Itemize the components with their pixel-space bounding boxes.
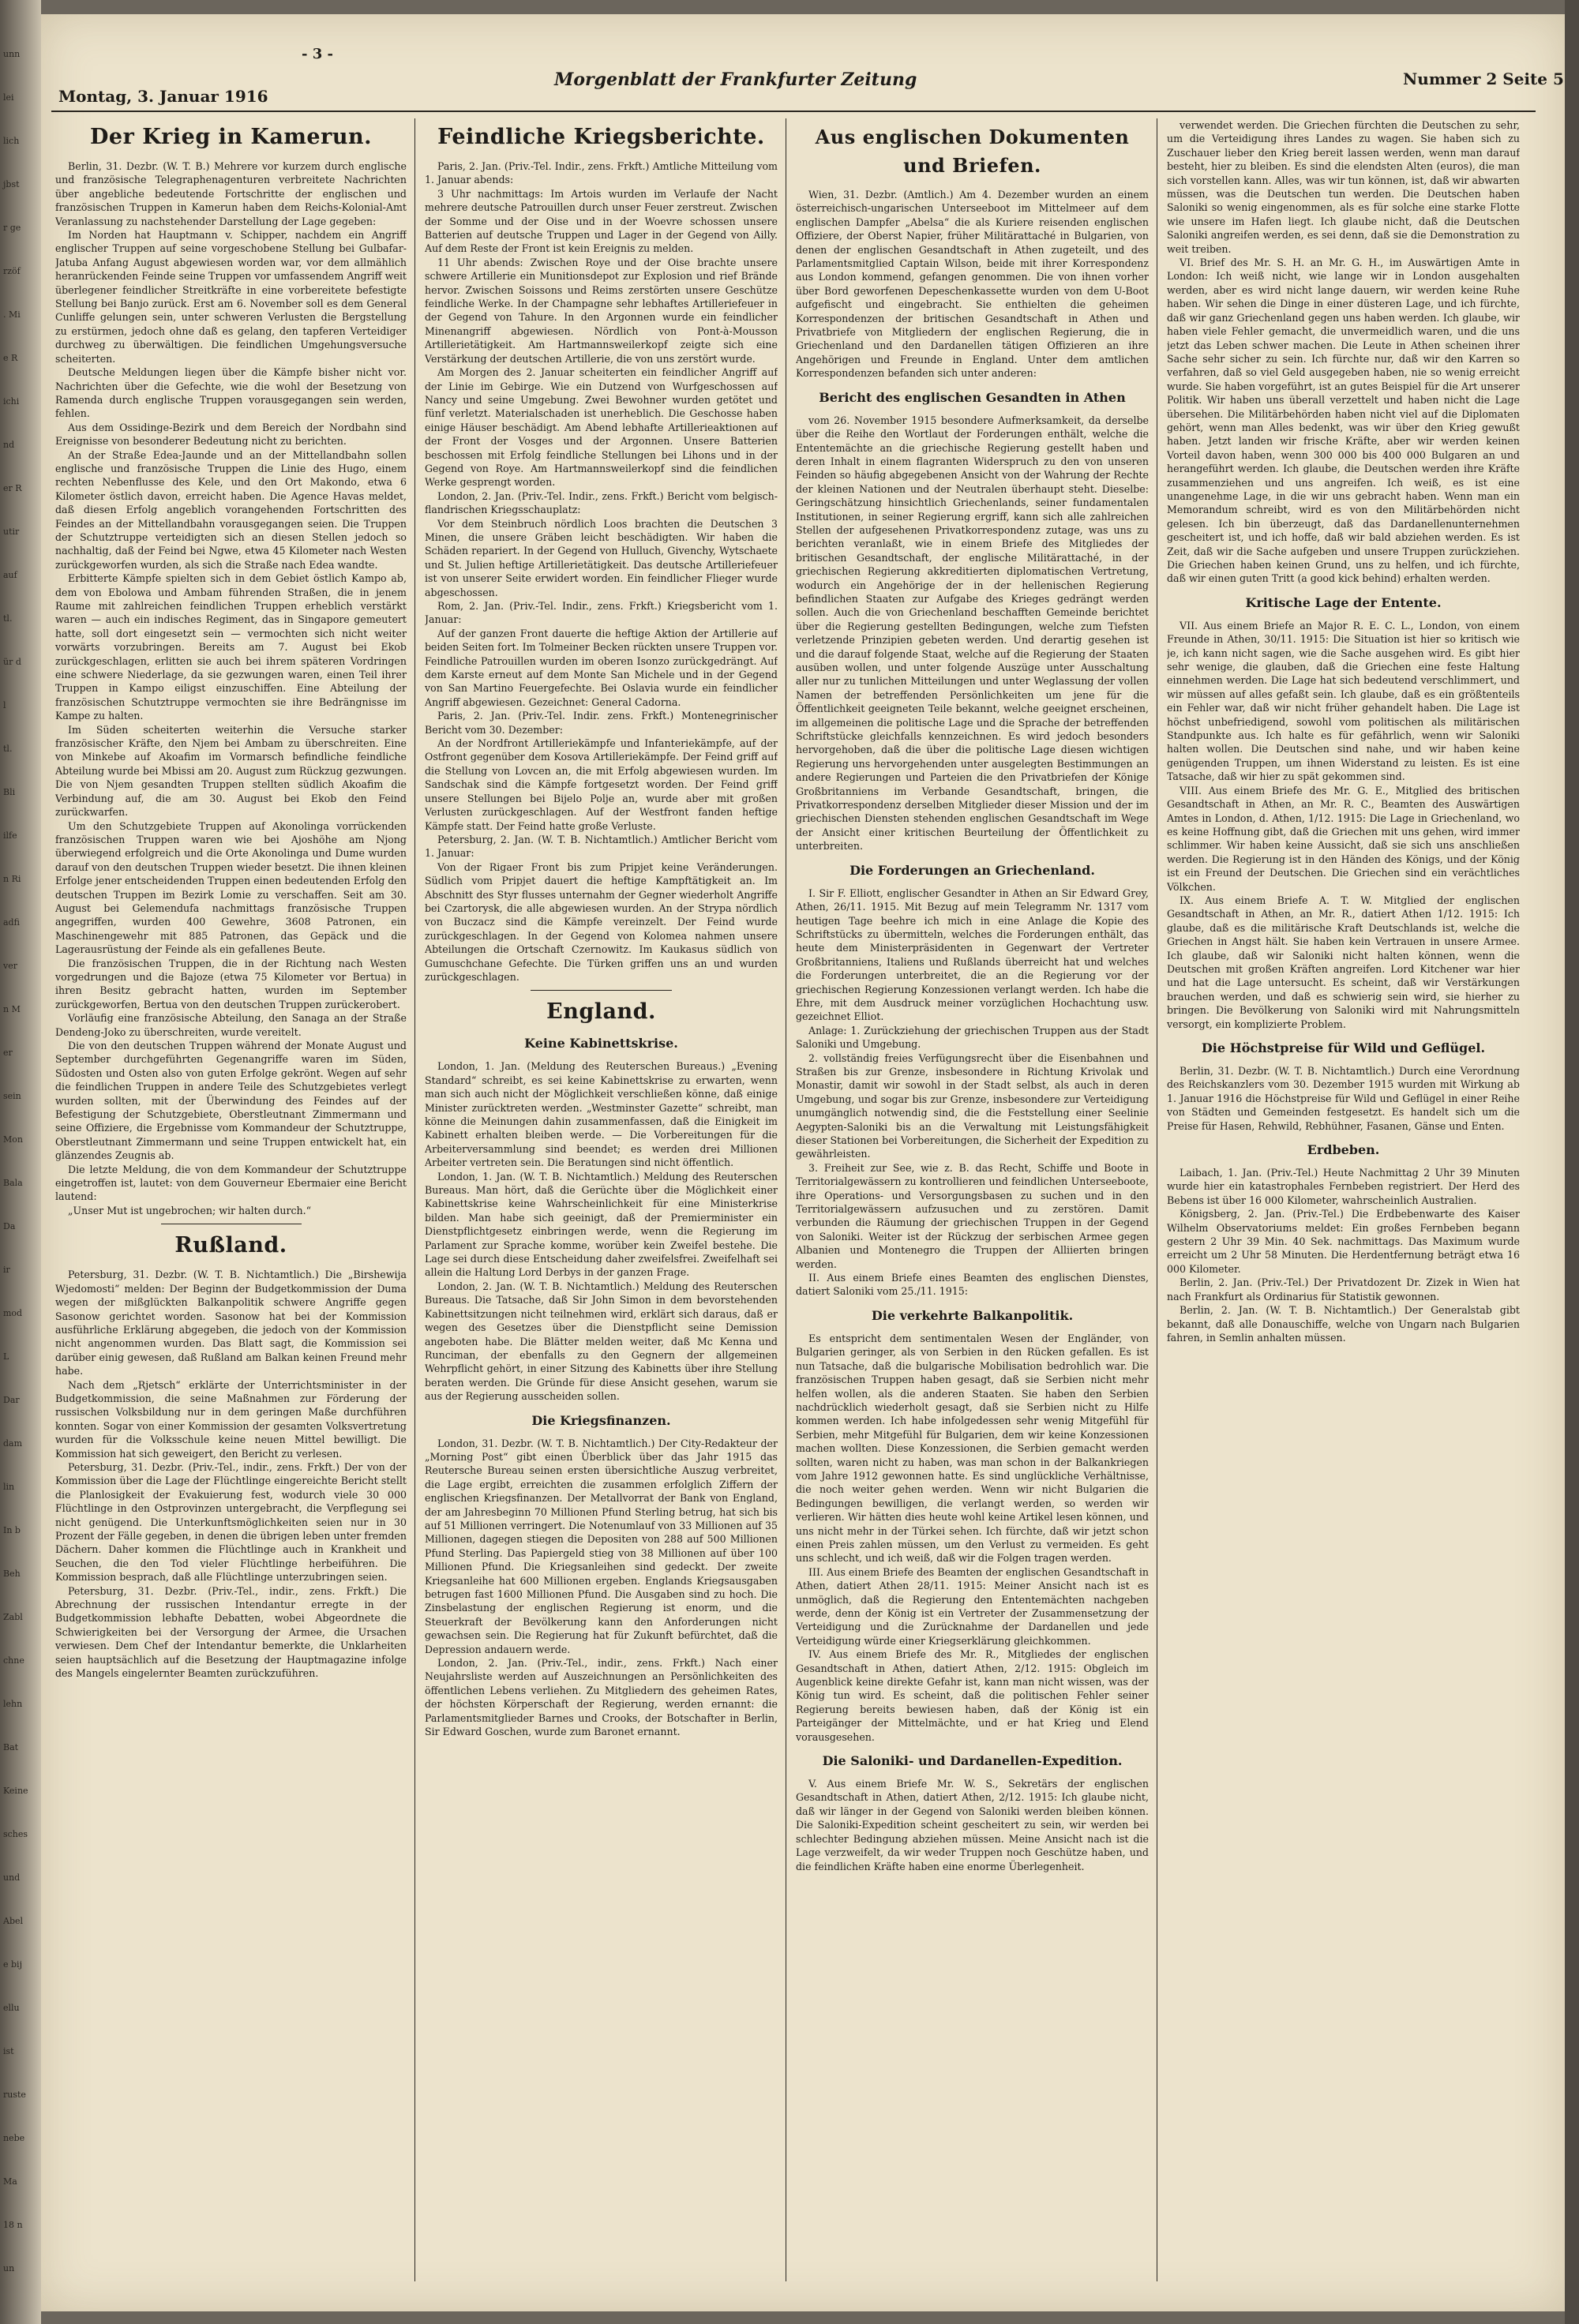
article-paragraph: Petersburg, 31. Dezbr. (Priv.-Tel., indir., zens. Frkft.) Der von der Kommission über die Lage der Flüchtlinge eingereichte Bericht stellt die Planlosigkeit der Evakuierung fest, wodurch viele 30 000 Flüchtlinge in den Ostprovinzen untergebracht, die Verpflegung sei nicht genügend. Die Unterkunftsmöglichkeiten seien nur in 30 Prozent der Fälle gegeben, in denen die übrigen leben unter fremden Dächern. Daher kommen die Flüchtlinge auch in Krankheit und Seuchen, die den Tod vieler Flüchtlinge herbeiführen. Die Kommission besprach, daß alle Flüchtlinge unterzubringen seien. xyxy=(55,1460,407,1584)
separator xyxy=(161,1224,302,1225)
column-4 xyxy=(1167,118,1520,2285)
margin-fragment: Ma xyxy=(3,2176,17,2187)
col1-body2 xyxy=(55,1268,407,1680)
header-rule xyxy=(51,111,1536,112)
article-paragraph: Vor dem Steinbruch nördlich Loos brachten die Deutschen 3 Minen, die unsere Gräben leicht beschädigten. Wir haben die Schäden repariert. In der Gegend von Hulluch, Givenchy, Wytschaete und St. Julien heftige Artillerietätigkeit. Das deutsche Artilleriefeuer ist von unserer Seite erwidert worden. Ein feindlicher Flieger wurde abgeschossen. xyxy=(425,517,778,598)
article-paragraph: Die französischen Truppen, die in der Richtung nach Westen vorgedrungen und die Bajoze (etwa 75 Kilometer vor Bertua) in ihren Besitz gebracht hatten, wurden im September zurückgeworfen, Bertua von den deutschen Truppen zurückerobert. xyxy=(55,957,407,1010)
margin-fragment: unn xyxy=(3,49,21,59)
heading-englische-dokumente: Aus englischen Dokumenten und Briefen. xyxy=(815,126,1130,177)
article-paragraph: VIII. Aus einem Briefe des Mr. G. E., Mitglied des britischen Gesandtschaft in Athen, an Mr. R. C., Beamten des Auswärtigen Amtes in London, d. Athen, 1/12. 1915: Die Lage in Griechenland, wo es keine Hoffnung gibt, daß die Griechen mit uns gehen, wird immer schlimmer. Wir haben keine Aussicht, daß sie sich uns anschließen werden. Die Regierung ist in den Händen des Königs, und der König ist ein Freund der Deutschen. Die Griechen sind ein verächtliches Völkchen. xyxy=(1167,784,1520,893)
margin-fragment: ür d xyxy=(3,657,21,667)
column-1 xyxy=(55,118,407,2285)
article-paragraph: Auf der ganzen Front dauerte die heftige Aktion der Artillerie auf beiden Seiten fort. Im Tolmeiner Becken rückten unsere Truppen vor. Feindliche Patrouillen wurden im oberen Isonzo zurückgedrängt. Auf dem Karste erneut auf dem Monte San Michele und in der Gegend von San Martino Feuergefechte. Bei Oslavia wurde ein feindlicher Angriff abgewiesen. Gezeichnet: General Cadorna. xyxy=(425,627,778,708)
col4-body xyxy=(1167,118,1520,586)
subheading-kritische-lage: Kritische Lage der Entente. xyxy=(1245,594,1442,610)
column-2 xyxy=(425,118,778,2285)
column-rule-1 xyxy=(414,118,415,2281)
margin-fragment: e R xyxy=(3,353,18,363)
margin-fragment: lich xyxy=(3,136,20,146)
issue-date: Montag, 3. Januar 1916 xyxy=(58,87,268,106)
margin-fragment: tl. xyxy=(3,744,13,754)
margin-fragment: ilfe xyxy=(3,830,17,841)
article-paragraph: 3 Uhr nachmittags: Im Artois wurden im Verlaufe der Nacht mehrere deutsche Patrouillen durch unser Feuer zerstreut. Zwischen der Somme und der Oise und in der Woevre schossen unsere Batterien auf deutsche Truppen und Lager in der Gegend von Ailly. Auf dem Reste der Front ist kein Ereignis zu melden. xyxy=(425,187,778,255)
margin-fragment: Keine xyxy=(3,1786,28,1796)
article-paragraph: An der Straße Edea-Jaunde und an der Mittellandbahn sollen englische und französische Truppen die Linie des Hugo, einem rechten Nebenflusse des Kele, und den Ort Makondo, etwa 6 Kilometer östlich davon, erreicht haben. Die Agence Havas meldet, daß diesen Erfolg angeblich vorangehenden Fortschritten des Feindes an der Mittellandbahn vorausgegangen seien. Die Truppen der Schutztruppe verteidigten sich an diesen Stellen jedoch so nachhaltig, daß der Feind bei Ngwe, etwa 45 Kilometer nach Westen zurückgeworfen wurden, als sich die Straße nach Edea wandte. xyxy=(55,448,407,571)
article-paragraph: Vorläufig eine französische Abteilung, den Sanaga an der Straße Dendeng-Joko zu überschreiten, wurde vereitelt. xyxy=(55,1012,407,1038)
margin-fragment: chne xyxy=(3,1655,24,1666)
article-paragraph: „Unser Mut ist ungebrochen; wir halten durch.“ xyxy=(68,1204,312,1216)
margin-fragment: ichi xyxy=(3,396,20,407)
article-paragraph: Paris, 2. Jan. (Priv.-Tel. Indir. zens. Frkft.) Montenegrinischer Bericht vom 30. Dezember: xyxy=(425,710,778,736)
article-paragraph: Berlin, 2. Jan. (W. T. B. Nichtamtlich.) Der Generalstab gibt bekannt, daß alle Donauschiffe, welche von Ungarn nach Bulgarien fahren, in Semlin anhalten müssen. xyxy=(1167,1304,1520,1344)
heading-krieg-kamerun: Der Krieg in Kamerun. xyxy=(89,125,372,149)
article-paragraph: Es entspricht dem sentimentalen Wesen der Engländer, von Bulgarien geringer, als von Serbien in den Rücken gefallen. Es ist nun Tatsache, daß die bulgarische Mobilisation bedrohlich war. Die französischen Truppen haben gesagt, daß sie Serbien nicht mehr helfen wollen, als die anderen Staaten. Sie haben den Serbien nachdrücklich wiederholt gesagt, daß sie Serbien nicht zu Hilfe kommen werden. Ich habe infolgedessen sehr wenig Mitgefühl für Serbien, mehr Mitgefühl für Bulgarien, dem wir keine Konzessionen machen wollten. Diese Konzessionen, die Serbien gemacht werden sollten, waren nicht zu haben, was man schon in der Balkankriegen vom Jahre 1912 gewonnen hatte. Es sind unglückliche Verhältnisse, die noch weiter gehen werden. Wenn wir nicht Bulgarien die Bedingungen bewilligen, die verlangt werden, so werden wir verlieren. Wir hätten dies heute wohl keine Artikel lesen können, und uns nicht mehr in der Türkei sehen. Ich fürchte, daß wir jetzt schon einen Preis zahlen müssen, um den Verlust zu vermeiden. Es geht uns schlecht, und ich weiß, daß wir die Folgen tragen werden. xyxy=(796,1332,1149,1565)
masthead xyxy=(49,46,1564,106)
margin-fragment: r ge xyxy=(3,223,21,233)
margin-fragment: er xyxy=(3,1048,13,1058)
col2-body3 xyxy=(425,1437,778,1739)
article-paragraph: 3. Freiheit zur See, wie z. B. das Recht, Schiffe und Boote in Territorialgewässern zu kontrollieren und feindlichen Unterseeboote, ihre Operations- und Versorgungsbasen zu suchen und in den Territorialgewässern aufzusuchen und zu zerstören. Damit verbunden die Räumung der griechischen Truppen in der Gegend von Saloniki. Weiter ist der Rückzug der serbischen Armee gegen Albanien und Montenegro die Truppen der Alliierten bringen werden. xyxy=(796,1161,1149,1270)
article-paragraph: Petersburg, 31. Dezbr. (W. T. B. Nichtamtlich.) Die „Birshewija Wjedomosti“ melden: Der Beginn der Budgetkommission der Duma wegen der mißglückten Balkanpolitik schwere Angriffe gegen Sasonow gerichtet worden. Sasonow hat bei der Kommission ausführliche Erklärung abgegeben, die jedoch von der Kommission nicht angenommen wurden. Das Blatt sagt, die Kommission sei darüber einig gewesen, daß Rußland am Balkan keinen Freund mehr habe. xyxy=(55,1269,407,1378)
article-paragraph: Paris, 2. Jan. (Priv.-Tel. Indir., zens. Frkft.) Amtliche Mitteilung vom 1. Januar abends: xyxy=(425,160,778,186)
article-paragraph: VI. Brief des Mr. S. H. an Mr. G. H., im Auswärtigen Amte in London: Ich weiß nicht, wie lange wir in London ausgehalten werden, aber es wird nicht lange dauern, wir werden keine Ruhe haben. Wir sehen die Dinge in einer düsteren Lage, und ich fürchte, daß wir ganz Griechenland gegen uns haben werden. Ich glaube, wir haben viele Fehler gemacht, die unvermeidlich waren, und die uns jetzt das Leben schwer machen. Die Leute in Athen scheinen ihrer Sache sehr sicher zu sein. Ich fürchte nur, daß wir den Karren so verfahren, daß so viel Geld ausgegeben haben, nie so wenig erreicht wurde. Sie haben vorgeführt, ist an gutes Beispiel für die Art unserer Politik. Wir haben uns überall verzettelt und haben nicht die Lage übersehen. Die Militärbehörden haben nicht viel auf die Diplomaten gehört, wenn man Alles bedenkt, was wir über den Krieg gewußt haben. Jetzt landen wir frische Kräfte, aber wir werden keinen Vorteil davon haben, wenn 300 000 bis 400 000 Bulgaren an und herangeführt werden. Ich glaube, die Deutschen werden ihre Kräfte zusammenziehen und uns angreifen. Ich weiß, es ist eine unangenehme Lage, in die wir uns gebracht haben. Wenn man ein Memorandum schreibt, wird es von den Militärbehörden nicht gelesen. Ich bin überzeugt, daß das Dardanellenunternehmen gescheitert ist, und ich hoffe, daß wir bald abziehen werden. Es ist Zeit, daß wir die Sache aufgeben und unsere Truppen zurückziehen. Die Griechen haben keinen Grund, uns zu helfen, und ich fürchte, daß wir einen guten Tritt (a good kick behind) erhalten werden. xyxy=(1167,257,1520,585)
col2-body xyxy=(425,159,778,984)
article-paragraph: Die von den deutschen Truppen während der Monate August und September durchgeführten Gegenangriffe waren im Süden, Südosten und Osten also von guten Erfolge gekrönt. Wegen auf sehr die feindlichen Truppen in andere Teile des Schutzgebietes verlegt wurden sollten, mit der Überwindung des Feindes auf der Befestigung der Schutzgebiete, Oberstleutnant Zimmermann und seine Offiziere, die Ergebnisse vom Kommandeur der Schutztruppe, Oberstleutnant Zimmermann und seine Truppen entwickelt hat, ein glänzendes Zeugnis ab. xyxy=(55,1040,407,1162)
article-paragraph: Petersburg, 31. Dezbr. (Priv.-Tel., indir., zens. Frkft.) Die Abrechnung der russischen Intendantur erregte in der Budgetkommission lebhafte Debatten, wobei Abgeordnete die Schwierigkeiten bei der Versorgung der Armee, die Ursachen verwiesen. Dem Chef der Intendantur bemerkte, die Unklarheiten seien hauptsächlich auf die Besetzung der Hauptmagazine infolge des Mangels eingelernter Beamten zurückzuführen. xyxy=(55,1584,407,1680)
article-paragraph: Königsberg, 2. Jan. (Priv.-Tel.) Die Erdbebenwarte des Kaiser Wilhelm Observatoriums meldet: Ein großes Fernbeben begann gestern 2 Uhr 39 Min. 40 Sek. nachmittags. Das Maximum wurde erreicht um 2 Uhr 58 Minuten. Die Herdentfernung beträgt etwa 16 000 Kilometer. xyxy=(1167,1208,1520,1275)
left-margin-fragments xyxy=(0,0,41,2324)
article-paragraph: Am Morgen des 2. Januar scheiterten ein feindlicher Angriff auf der Linie im Gebirge. Wie ein Dutzend von Wurfgeschossen auf Nancy und seine Umgebung. Zwei Bewohner wurden getötet und fünf verletzt. Materialschaden ist unerheblich. Die Geschosse haben einige Häuser beschädigt. Am Abend lebhafte Artillerieaktionen auf der Front der Vosges und der Argonnen. Unsere Batterien beschossen mit Erfolg feindliche Stellungen bei Lihons und in der Gegend von Roye. Am Hartmannsweilerkopf sind die feindlichen Werke gesprengt worden. xyxy=(425,366,778,489)
col3-body4 xyxy=(796,1777,1149,1873)
margin-fragment: Bat xyxy=(3,1742,19,1752)
col3-body1 xyxy=(796,414,1149,853)
col3-body xyxy=(796,188,1149,380)
margin-fragment: Da xyxy=(3,1221,16,1231)
article-paragraph: Erbitterte Kämpfe spielten sich in dem Gebiet östlich Kampo ab, dem von Ebolowa und Ambam führenden Straßen, die in jenem Raume mit zahlreichen feindlichen Truppen erheblich verstärkt waren — auch ein indisches Regiment, das in Singapore gemeutert hatte, soll dort eingesetzt sein — vermochten sich nicht weiter vorwärts vorzubringen. Bereits am 7. August bei Ekob zurückgeschlagen, erlitten sie auch bei ihrem späteren Vordringen eine schwere Niederlage, da sie gezwungen waren, einen Teil ihrer Truppen in Kampo eiligst einzuschiffen. Eine Abteilung der französischen Schutztruppe vermochten sie ihre Bedrängnisse im Kampe zu halten. xyxy=(55,572,407,722)
margin-fragment: jbst xyxy=(3,179,20,189)
paper-title: Morgenblatt der Frankfurter Zeitung xyxy=(554,69,917,90)
margin-fragment: n M xyxy=(3,1004,21,1014)
article-paragraph: III. Aus einem Briefe des Beamten der englischen Gesandtschaft in Athen, datiert Athen 28/11. 1915: Meiner Ansicht nach ist es unmöglich, daß die Regierung den Ententemächten nachgeben werde, denn der König ist ein Vertreter der Zusammensetzung der Verteidigung und die Zurücknahme der Dardanellen und jede Verteidigung würde einer Kriegserklärung gleichkommen. xyxy=(796,1565,1149,1647)
margin-fragment: . Mi xyxy=(3,309,21,320)
margin-fragment: rzöf xyxy=(3,266,21,276)
subheading-kriegsfinanzen: Die Kriegsfinanzen. xyxy=(531,1412,671,1428)
article-paragraph: 11 Uhr abends: Zwischen Roye und der Oise brachte unsere schwere Artillerie ein Munitionsdepot zur Explosion und rief Brände hervor. Zwischen Soissons und Reims zerstörten unsere Geschütze feindliche Werke. In der Champagne sehr lebhaftes Artilleriefeuer in der Gegend von Tahure. In den Argonnen wurde ein feindlicher Minenangriff abgewiesen. Nördlich von Pont-à-Mousson Artillerietätigkeit. Am Hartmannsweilerkopf zeigte sich eine Verstärkung der deutschen Artillerie, die von uns zerstört wurde. xyxy=(425,256,778,365)
margin-fragment: nebe xyxy=(3,2133,25,2143)
margin-fragment: auf xyxy=(3,570,17,580)
article-paragraph: Laibach, 1. Jan. (Priv.-Tel.) Heute Nachmittag 2 Uhr 39 Minuten wurde hier ein katastrophales Fernbeben registriert. Der Herd des Bebens ist über 16 000 Kilometer, wahrscheinlich Australien. xyxy=(1167,1167,1520,1206)
margin-fragment: un xyxy=(3,2263,15,2273)
margin-fragment: er R xyxy=(3,483,22,493)
article-paragraph: vom 26. November 1915 besondere Aufmerksamkeit, da derselbe über die Reihe den Wortlaut der Forderungen enthält, welche die Ententemächte an die griechische Regierung gestellt haben und deren Inhalt in einem flagranten Widerspruch zu den von unseren Feinden so häufig abgegebenen Ansicht von der Wahrung der Rechte der kleinen Nationen und der Neutralen überhaupt steht. Dieselbe: Geringschätzung hinsichtlich Griechenlands, seiner fundamentalen Institutionen, in seiner Regierung ergriff, kann sich alle zahlreichen Stellen der aufgesehenen Privatkorrespondenz zutage, was uns zu berichten veranlaßt, wie in einem Briefe des Mitgliedes der britischen Gesandtschaft, der englische Militärattaché, in der griechischen Regierung akkreditierten diplomatischen Vertretung, wodurch ein Angehörige der in der hellenischen Regierung befindlichen Staaten zur Aufgabe des Krieges gedrängt werden sollen. Auch die von Griechenland beschafften Gemeinde berichtet über die Regierung gestellten Bedingungen, welche zum Tiefsten verletzende Prinzipien gebeten werden. Und derartig gesehen ist und die darauf folgende Staat, welche auf die Regierung der Staaten ausüben wollen, und unter folgende Auszüge unter Ausschaltung aller nur zu tunlichen Mitteilungen und unter Weglassung der vollen Namen der betreffenden Persönlichkeiten um jene für die Öffentlichkeit geeigneten Teile bekannt, welche geeignet erscheinen, im allgemeinen die politische Lage und die Sprache der betreffenden Schriftstücke gleichfalls kennzeichnen. Es wird jedoch besonders hervorgehoben, daß die über die politische Lage diesen wichtigen Regierung uns hervorgehenden unter ausgelegten Bestimmungen an andere Regierungen und Parteien die den Privatbriefen der Könige Großbritanniens im Verbande Gesandtschaft, bringen, die Privatkorrespondenz derselben Mitglieder dieser Mission und der im griechischen Diensten stehenden englischen Gesandtschaft im Wege der Ansicht einer kritischen Beurteilung der Öffentlichkeit zu unterbreiten. xyxy=(796,414,1149,853)
article-paragraph: Von der Rigaer Front bis zum Pripjet keine Veränderungen. Südlich vom Pripjet dauert die heftige Kampftätigkeit an. Im Abschnitt des Styr flusses unternahm der Gegner wiederholt Angriffe bei Czartorysk, die alle abgewiesen wurden. An der Strypa nördlich von Buczacz sind die Kämpfe vereinzelt. Der Feind wurde zurückgeschlagen. In der Gegend von Kolomea nahmen unsere Abteilungen die Ortschaft Czernowitz. Im Kaukasus südlich von Gumuschchane Gefechte. Die Türken griffen uns an und wurden zurückgeschlagen. xyxy=(425,860,778,983)
margin-fragment: mod xyxy=(3,1308,23,1318)
margin-fragment: e bij xyxy=(3,1959,22,1970)
margin-fragment: tl. xyxy=(3,613,13,624)
margin-fragment: l xyxy=(3,700,6,710)
margin-fragment: adfi xyxy=(3,917,20,928)
margin-fragment: ist xyxy=(3,2046,14,2056)
article-paragraph: 2. vollständig freies Verfügungsrecht über die Eisenbahnen und Straßen bis zur Grenze, insbesondere in Richtung Krivolak und Monastir, damit wir sowohl in der Stadt selbst, als auch in deren Umgebung, und sogar bis zur Grenze, insbesondere zur Verteidigung unumgänglich notwendig sind, die die Feststellung einer Seelinie Aegypten-Saloniki bis an die Verwaltung mit Leistungsfähigkeit dieser Stationen bei Vorbereitungen, die Sicherheit der Expedition zu gewährleisten. xyxy=(796,1051,1149,1160)
heading-russland: Rußland. xyxy=(174,1233,287,1258)
issue-number: Nummer 2 Seite 5 xyxy=(1403,69,1564,88)
margin-fragment: Beh xyxy=(3,1569,21,1579)
article-paragraph: IX. Aus einem Briefe A. T. W. Mitglied der englischen Gesandtschaft in Athen, an Mr. R., datiert Athen 1/12. 1915: Ich glaube, daß es die militärische Kraft Deutschlands ist, welche die Griechen in Angst hält. Sie haben kein Vertrauen in unsere Armee. Ich glaube, daß wir Saloniki nicht halten können, wenn die Deutschen mit großen Kräften angreifen. Lord Kitchener war hier und hat die Lage untersucht. Es scheint, daß wir Verstärkungen brauchen werden, und daß es schwierig sein wird, sie hierher zu bringen. Die Bevölkerung von Saloniki wird mit Nahrungsmitteln versorgt, ein komplizierte Problem. xyxy=(1167,894,1520,1030)
margin-fragment: n Ri xyxy=(3,874,21,884)
article-paragraph: London, 31. Dezbr. (W. T. B. Nichtamtlich.) Der City-Redakteur der „Morning Post“ gibt einen Überblick über das Jahr 1915 das Reutersche Bureau seinen ersten übersichtliche Auszug verbreitet, die Lage ergibt, erreichten die zusammen erfolglich Ziffern der englischen Kriegsfinanzen. Der Metallvorrat der Bank von England, der am Jahresbeginn 70 Millionen Pfund Sterling betrug, hat sich bis auf 51 Millionen verringert. Die Notenumlauf von 33 Millionen auf 35 Millionen, dagegen stiegen die Depositen von 288 auf 500 Millionen Pfund Sterling. Das Papiergeld stieg von 38 Millionen auf über 100 Millionen Pfund. Die Kriegsanleihen sind gedeckt. Der zweite Kriegsanleihe hat 600 Millionen ergeben. Englands Kriegsausgaben betrugen fast 1600 Millionen Pfund. Die Ausgaben sind zu hoch. Die Zinsbelastung der englischen Regierung ist enorm, und die Steuerkraft der Bevölkerung kann den Anforderungen nicht gewachsen sein. Die Regierung hat für Zukunft befürchtet, daß die Depression andauern werde. xyxy=(425,1437,778,1655)
col4-body3 xyxy=(1167,1166,1520,1344)
subheading-forderungen: Die Forderungen an Griechenland. xyxy=(850,862,1095,878)
margin-fragment: sein xyxy=(3,1091,21,1101)
article-paragraph: An der Nordfront Artilleriekämpfe und Infanteriekämpfe, auf der Ostfront gegenüber dem Kosova Artilleriekämpfe. Der Feind griff auf die Stellung von Lovcen an, die mit Erfolg abgewiesen wurden. Im Sandschak sind die Kämpfe fortgesetzt worden. Der Feind griff unsere Stellungen bei Bijelo Polje an, wurde aber mit großen Verlusten zurückgeschlagen. Auf der Westfront fanden heftige Kämpfe statt. Der Feind hatte große Verluste. xyxy=(425,737,778,832)
article-paragraph: Nach dem „Rjetsch“ erklärte der Unterrichtsminister in der Budgetkommission, die seine Maßnahmen zur Förderung der russischen Volksbildung nur in dem geringen Maße durchführen konnten. Sogar von einer Kommission der gesamten Volksvertretung wurden für die Volksschule keine neuen Mittel bewilligt. Die Kommission hat sich geweigert, den Bericht zu verlesen. xyxy=(55,1378,407,1460)
article-paragraph: IV. Aus einem Briefe des Mr. R., Mitgliedes der englischen Gesandtschaft in Athen, datiert Athen, 2/12. 1915: Obgleich im Augenblick keine direkte Gefahr ist, kann man nicht wissen, was der König tun wird. Es scheint, daß die politischen Fehler seiner Regierung bereits bewiesen haben, daß der König ist ein Parteigänger der Mittelmächte, und er hat Krieg und Elend vorausgesehen. xyxy=(796,1648,1149,1743)
heading-england: England. xyxy=(546,999,656,1025)
col1-body xyxy=(55,159,407,1217)
article-paragraph: Deutsche Meldungen liegen über die Kämpfe bisher nicht vor. Nachrichten über die Gefechte, wie die wohl der Besetzung von Ramenda durch englische Truppen vorausgegangen sein werden, fehlen. xyxy=(55,366,407,420)
margin-fragment: ruste xyxy=(3,2090,26,2100)
margin-fragment: ellu xyxy=(3,2003,20,2013)
page-mark: - 3 - xyxy=(302,46,333,62)
subheading-balkanpolitik: Die verkehrte Balkanpolitik. xyxy=(871,1307,1074,1323)
margin-fragment: utir xyxy=(3,527,20,537)
subheading-kabinettskrise: Keine Kabinettskrise. xyxy=(524,1036,678,1051)
col4-body2 xyxy=(1167,1064,1520,1133)
heading-feindliche-kriegsberichte: Feindliche Kriegsberichte. xyxy=(437,125,765,149)
col2-body2 xyxy=(425,1059,778,1403)
margin-fragment: 18 n xyxy=(3,2220,23,2230)
page-edge xyxy=(1565,0,1579,2324)
article-paragraph: Die letzte Meldung, die von dem Kommandeur der Schutztruppe eingetroffen ist, lautet: von dem Gouverneur Ebermaier eine Bericht lautend: xyxy=(55,1163,407,1203)
col3-body3 xyxy=(796,1332,1149,1744)
margin-fragment: In b xyxy=(3,1525,21,1535)
article-paragraph: Um den Schutzgebiete Truppen auf Akonolinga vorrückenden französischen Truppen waren wie bei Ajoshöhe am Njong überwiegend erfolgreich und die Orte Akonolinga und Dume wurden darauf von den deutschen Truppen wieder besetzt. Die ihnen kleinen Erfolge jener entscheidenden Truppen einen bedeutenden Erfolg den deutschen Truppen im Bezirk Lomie zu verschaffen. Seit am 30. August bei Gelemendufa nachmittags französische Truppen angegriffen, wurden 400 Gewehre, 3608 Patronen, ein Maschinengewehr mit 885 Patronen, das Gepäck und die Lagerausrüstung der Feinde als ein gefallenes Beute. xyxy=(55,819,407,956)
separator xyxy=(531,990,672,991)
article-paragraph: VII. Aus einem Briefe an Major R. E. C. L., London, von einem Freunde in Athen, 30/11. 1915: Die Situation ist hier so kritisch wie je, ich kann nicht sagen, wie die Sache ausgehen wird. Es gibt hier sehr wenige, die glauben, daß die Griechen eine feste Haltung einnehmen werden. Die Lage hat sich bedeutend verschlimmert, und wir müssen auf alles gefaßt sein. Ich glaube, daß es ein größtenteils ein Fehler war, daß wir nicht früher gehandelt haben. Die Lage ist höchst unbefriedigend, sowohl vom politischen als militärischen Standpunkte aus. Ich halte es für gefährlich, wenn wir Saloniki halten wollen. Die Deutschen sind nahe, und wir haben keine genügenden Truppen, um ihnen Widerstand zu leisten. Es ist eine Tatsache, daß wir hier zu spät gekommen sind. xyxy=(1167,619,1520,783)
margin-fragment: nd xyxy=(3,440,15,450)
col3-body2 xyxy=(796,886,1149,1299)
subheading-erdbeben: Erdbeben. xyxy=(1307,1142,1380,1158)
margin-fragment: Bli xyxy=(3,787,16,797)
margin-fragment: ver xyxy=(3,961,17,971)
article-paragraph: Petersburg, 2. Jan. (W. T. B. Nichtamtlich.) Amtlicher Bericht vom 1. Januar: xyxy=(425,833,778,860)
margin-fragment: lehn xyxy=(3,1699,23,1709)
article-paragraph: Aus dem Ossidinge-Bezirk und dem Bereich der Nordbahn sind Ereignisse von besonderer Bedeutung nicht zu berichten. xyxy=(55,421,407,448)
article-paragraph: Im Süden scheiterten weiterhin die Versuche starker französischer Kräfte, den Njem bei Ambam zu überschreiten. Eine von Minkebe auf Akoafim im Vormarsch befindliche feindliche Abteilung wurde bei Mbissi am 20. August zum Rückzug gezwungen. Die von Njem gesandten Truppen stellten südlich Akoafim die Verbindung auf, die am 30. August bei Ekob den Feind zurückwarfen. xyxy=(55,723,407,819)
subheading-saloniki-dardanellen: Die Saloniki- und Dardanellen-Expedition. xyxy=(822,1753,1123,1769)
article-paragraph: Anlage: 1. Zurückziehung der griechischen Truppen aus der Stadt Saloniki und Umgebung. xyxy=(796,1024,1149,1051)
margin-fragment: Mon xyxy=(3,1134,23,1145)
article-paragraph: London, 1. Jan. (Meldung des Reuterschen Bureaus.) „Evening Standard“ schreibt, es sei keine Kabinettskrise zu erwarten, wenn man sich auch nicht der Möglichkeit verschließen könne, daß einige Minister zurücktreten werden. „Westminster Gazette“ schreibt, man könne die Meinungen dahin zusammenfassen, daß die Einigkeit im Kabinett erhalten bleiben werde. — Die Vorbereitungen für die Arbeiterversammlung sind beendet; es werden drei Millionen Arbeiter vertreten sein. Die Beratungen sind nicht öffentlich. xyxy=(425,1060,778,1169)
article-paragraph: London, 2. Jan. (Priv.-Tel. Indir., zens. Frkft.) Bericht vom belgisch-flandrischen Kriegsschauplatz: xyxy=(425,489,778,516)
margin-fragment: Dar xyxy=(3,1395,20,1405)
margin-fragment: ir xyxy=(3,1265,10,1275)
margin-fragment: dam xyxy=(3,1438,23,1449)
margin-fragment: Bala xyxy=(3,1178,23,1188)
article-paragraph: Berlin, 31. Dezbr. (W. T. B.) Mehrere vor kurzem durch englische und französische Telegraphenagenturen verbreitete Nachrichten über angebliche bedeutende Fortschritte der englischen und französischen Truppen in Kamerun haben dem Reichs-Kolonial-Amt Veranlassung zu nachstehender Darstellung der Lage gegeben: xyxy=(55,160,407,227)
margin-fragment: sches xyxy=(3,1829,28,1839)
article-paragraph: London, 2. Jan. (W. T. B. Nichtamtlich.) Meldung des Reuterschen Bureaus. Die Tatsache, daß Sir John Simon in dem bevorstehenden Kabinettsitzungen nicht teilnehmen wird, erklärt sich daraus, daß er wegen des Gesetzes über die Dienstpflicht seine Demission angeboten habe. Die Blätter melden weiter, daß Mc Kenna und Runciman, der ebenfalls zu den Gegnern der allgemeinen Wehrpflicht gehört, in einer Sitzung des Kabinetts über ihre Stellung beraten werden. Die Gründe für diese Ansicht gesehen, warum sie aus der Regierung ausscheiden sollen. xyxy=(425,1280,778,1403)
margin-fragment: lin xyxy=(3,1482,15,1492)
col4-body1 xyxy=(1167,619,1520,1031)
margin-fragment: Zabl xyxy=(3,1612,23,1622)
article-paragraph: Im Norden hat Hauptmann v. Schipper, nachdem ein Angriff englischer Truppen auf seine vorgeschobene Stellung bei Gulbafar-Jatuba Anfang August abgewiesen worden war, vor dem allmählich heranrückenden Feinde seine Truppen vor umfassendem Angriff weit überlegener feindlicher Streitkräfte in eine vorbereitete befestigte Stellung bei Banjo zurück. Erst am 6. November soll es dem General Cunliffe gelungen sein, unter schweren Verlusten die Bergstellung zu erstürmen, jedoch ohne daß es gelang, den tapferen Verteidiger durchweg zu überwältigen. Die feindlichen Umgehungsversuche scheiterten. xyxy=(55,229,407,365)
article-paragraph: II. Aus einem Briefe eines Beamten des englischen Dienstes, datiert Saloniki vom 25./11. 1915: xyxy=(796,1272,1149,1298)
subheading-bericht-gesandten: Bericht des englischen Gesandten in Athen xyxy=(819,389,1126,405)
article-paragraph: Berlin, 31. Dezbr. (W. T. B. Nichtamtlich.) Durch eine Verordnung des Reichskanzlers vom 30. Dezember 1915 wurden mit Wirkung ab 1. Januar 1916 die Höchstpreise für Wild und Geflügel in einer Reihe von Städten und Gemeinden festgesetzt. Es handelt sich um die Preise für Hasen, Rehwild, Rebhühner, Fasanen, Gänse und Enten. xyxy=(1167,1065,1520,1132)
article-paragraph: I. Sir F. Elliott, englischer Gesandter in Athen an Sir Edward Grey, Athen, 26/11. 1915. Mit Bezug auf mein Telegramm Nr. 1317 vom heutigen Tage beehre ich mich in eine Anlage die Kopie des Schriftstücks zu übermitteln, welches die Forderungen enthält, das heute dem Ministerpräsidenten in Gegenwart der Vertreter Großbritanniens, Italiens und Rußlands überreicht hat und welches die Forderungen unterbreitet, die an die Regierung vor der griechischen Regierung Konzessionen verlangt werden. Ich habe die Ehre, mit dem Ausdruck meiner vorzüglichen Hochachtung usw. gezeichnet Elliot. xyxy=(796,886,1149,1023)
article-paragraph: Berlin, 2. Jan. (Priv.-Tel.) Der Privatdozent Dr. Zizek in Wien hat nach Frankfurt als Ordinarius für Statistik gewonnen. xyxy=(1167,1276,1520,1303)
margin-fragment: lei xyxy=(3,92,14,103)
margin-fragment: L xyxy=(3,1351,9,1362)
article-paragraph: London, 2. Jan. (Priv.-Tel., indir., zens. Frkft.) Nach einer Neujahrsliste werden auf Auszeichnungen an Persönlichkeiten des öffentlichen Lebens verliehen. Zu Mitgliedern des geheimen Rates, der höchsten Körperschaft der Regierung, werden ernannt: die Parlamentsmitglieder Barnes und Crooks, der Botschafter in Berlin, Sir Edward Goschen, wurde zum Baronet ernannt. xyxy=(425,1657,778,1738)
article-paragraph: V. Aus einem Briefe Mr. W. S., Sekretärs der englischen Gesandtschaft in Athen, datiert Athen, 2/12. 1915: Ich glaube nicht, daß wir länger in der Gegend von Saloniki werden bleiben können. Die Saloniki-Expedition scheint gescheitert zu sein, wir werden bei schlechter Bedingung abziehen müssen. Meine Ansicht nach ist die Lage verzweifelt, da wir weder Truppen noch Geschütze haben, und die feindlichen Kräfte haben eine enorme Überlegenheit. xyxy=(796,1778,1149,1872)
article-paragraph: London, 1. Jan. (W. T. B. Nichtamtlich.) Meldung des Reuterschen Bureaus. Man hört, daß die Gerüchte über die Möglichkeit einer Kabinettskrise keine Wahrscheinlichkeit für eine Ministerkrise bilden. Man habe sich geeinigt, daß der Premierminister ein Dienstpflichtgesetz einbringen werde, wenn die Regierung im Parlament zur Sprache komme, worüber kein Zweifel bestehe. Die Lage sei durch diese Entscheidung daher zweifelsfrei. Zweifelhaft sei allein die Haltung Lord Derbys in der ganzen Frage. xyxy=(425,1170,778,1279)
article-paragraph: verwendet werden. Die Griechen fürchten die Deutschen zu sehr, um die Verteidigung ihres Landes zu wagen. Sie haben sich zu Zuschauer lieber den Krieg bereit lassen werden, wenn man darauf besteht, hier zu bleiben. Es sind die elendsten Alten (euros), die man sich vorstellen kann. Alles, was wir tun können, ist, daß wir abwarten müssen, was die Deutschen tun werden. Die Deutschen haben Saloniki so wenig eingenommen, als es für solche eine starke Flotte wie unsere im Hafen liegt. Ich glaube nicht, daß die Deutschen Saloniki angreifen werden, es sei denn, daß sie die Demonstration zu weit treiben. xyxy=(1167,119,1520,255)
article-paragraph: Wien, 31. Dezbr. (Amtlich.) Am 4. Dezember wurden an einem österreichisch-ungarischen Unterseeboot im Mittelmeer auf dem englischen Dampfer „Abelsa“ die als Kuriere reisenden englischen Offiziere, der Oberst Napier, früher Militärattaché in Bulgarien, von denen der englischen Gesandtschaft in Athen zugeteilt, und des Parlamentsmitglied Captain Wilson, beide mit ihrer Korrespondenz aus London kommend, gefangen genommen. Die von ihnen vorher über Bord geworfenen Depeschenkassette wurden von dem U-Boot aufgefischt und eingebracht. Sie enthielten die geheimen Korrespondenzen der britischen Gesandtschaft in Athen und Privatbriefe von Mitgliedern der englischen Regierung, die in Griechenland und den Dardanellen tätigen Offizieren an ihre Angehörigen und Freunde in England. Unter dem amtlichen Korrespondenzen befanden sich unter anderen: xyxy=(796,189,1149,380)
column-3 xyxy=(796,118,1149,2285)
article-paragraph: Rom, 2. Jan. (Priv.-Tel. Indir., zens. Frkft.) Kriegsbericht vom 1. Januar: xyxy=(425,600,778,626)
subheading-hoechstpreise: Die Höchstpreise für Wild und Geflügel. xyxy=(1201,1040,1486,1055)
margin-fragment: und xyxy=(3,1872,21,1883)
margin-fragment: Abel xyxy=(3,1916,24,1926)
